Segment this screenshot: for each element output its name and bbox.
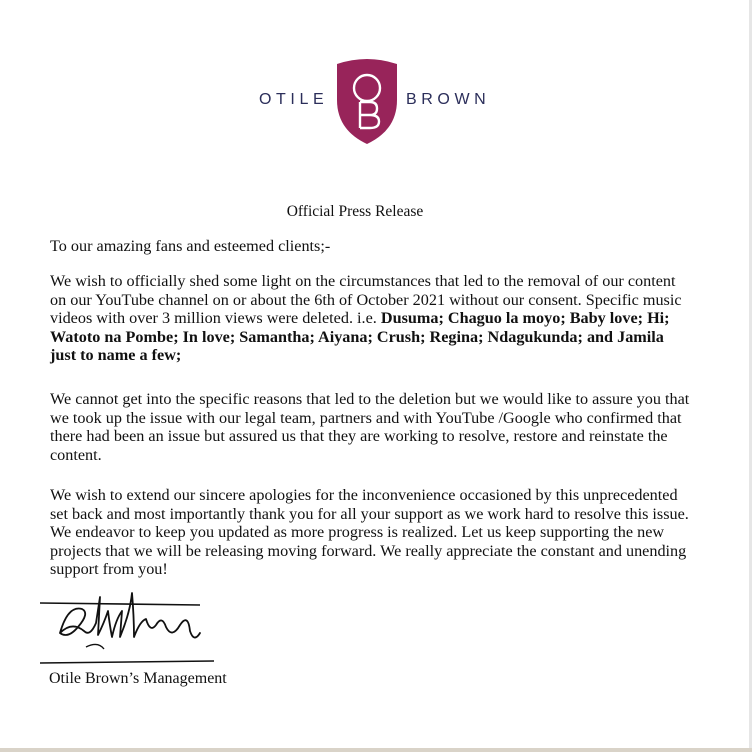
paragraph-apology: We wish to extend our sincere apologies for the inconvenience occasioned by this unprecedented set back and most importantly thank you for all your support as we work hard to resolve this issue. We endeavor to keep you updated as more progress is realized. Let us keep supporting the new projects that we will be releasing moving forward. We really appreciate the constant and unending support from you! — [50, 486, 689, 579]
sign-off: Otile Brown’s Management — [49, 670, 227, 687]
scan-bottom-edge — [0, 748, 752, 752]
ob-monogram-shield-icon — [333, 56, 401, 146]
paragraph-legal-followup: We cannot get into the specific reasons that led to the deletion but we would like to assure you that we took up the issue with our legal team, partners and with YouTube /Google who confirmed that there had been an issue but assured us that they are working to resolve, restore and reinstate the content. — [50, 390, 690, 464]
logo-word-left: OTILE — [259, 91, 329, 108]
brand-logo — [0, 52, 752, 152]
handwritten-signature — [38, 583, 218, 669]
logo-word-right: BROWN — [406, 91, 491, 108]
greeting: To our amazing fans and esteemed clients;- — [50, 237, 331, 255]
deleted-video-titles: Dusuma; Chaguo la moyo; Baby love; Hi; Watoto na Pombe; In love; Samantha; Aiyana; Crush; Regina; Ndagukunda; and Jamila just to name a few; — [50, 309, 670, 365]
paragraph-removal-details — [50, 272, 690, 365]
paragraph-removal-intro: We wish to officially shed some light on the circumstances that led to the removal of our content on our YouTube channel on or about the 6th of October 2021 without our consent. Specific music videos with over 3 million views were deleted. i.e. — [50, 272, 682, 328]
document-title: Official Press Release — [286, 203, 424, 220]
